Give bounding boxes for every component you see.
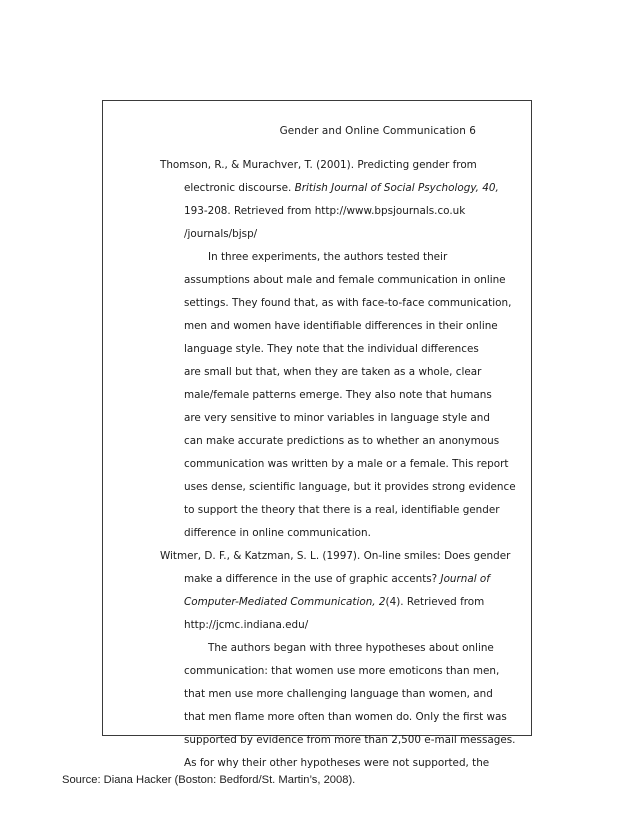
entry1-citation-line4: /journals/bjsp/ — [184, 228, 258, 240]
entry2-citation-text: (4). Retrieved from — [385, 596, 485, 608]
entry1-annotation-line: assumptions about male and female communication in online — [184, 274, 506, 286]
entry2-journal-title-cont: Computer-Mediated Communication, 2 — [184, 596, 386, 608]
entry1-annotation-line: are small but that, when they are taken as a whole, clear — [184, 366, 482, 378]
entry1-journal-title: British Journal of Social Psychology, 40, — [294, 182, 499, 194]
entry1-citation-line1: Thomson, R., & Murachver, T. (2001). Predicting gender from — [160, 159, 477, 171]
entry2-annotation-line: that men flame more often than women do. Only the first was — [184, 711, 507, 723]
document-page — [102, 100, 532, 769]
entry2-annotation-line: communication: that women use more emoticons than men, — [184, 665, 500, 677]
source-caption: Source: Diana Hacker (Boston: Bedford/St. Martin’s, 2008). — [62, 774, 356, 786]
entry1-citation-line2 — [103, 181, 499, 195]
entry1-annotation-line: In three experiments, the authors tested their — [208, 251, 448, 263]
running-head: Gender and Online Communication 6 — [279, 125, 476, 137]
entry1-citation-line3: 193-208. Retrieved from http://www.bpsjournals.co.uk — [184, 205, 466, 217]
entry1-annotation-line: difference in online communication. — [184, 527, 371, 539]
entry1-annotation-line: settings. They found that, as with face-to-face communication, — [184, 297, 512, 309]
entry1-annotation-line: language style. They note that the individual differences — [184, 343, 479, 355]
entry2-annotation-line: The authors began with three hypotheses about online — [208, 642, 494, 654]
entry2-annotation-line: supported by evidence from more than 2,500 e-mail messages. — [184, 734, 516, 746]
entry2-citation-line3 — [103, 595, 484, 609]
entry2-journal-title: Journal of — [440, 573, 490, 585]
entry2-citation-line2 — [103, 572, 490, 586]
entry1-annotation-line: male/female patterns emerge. They also note that humans — [184, 389, 492, 401]
entry1-annotation-line: communication was written by a male or a female. This report — [184, 458, 509, 470]
entry1-annotation-line: are very sensitive to minor variables in language style and — [184, 412, 490, 424]
entry1-citation-text: electronic discourse. — [184, 182, 295, 194]
entry2-annotation-line: that men use more challenging language than women, and — [184, 688, 493, 700]
entry2-annotation-line: As for why their other hypotheses were not supported, the — [184, 757, 490, 769]
entry2-citation-line4: http://jcmc.indiana.edu/ — [184, 619, 309, 631]
entry1-annotation-line: to support the theory that there is a real, identifiable gender — [184, 504, 500, 516]
entry1-annotation-line: men and women have identifiable differences in their online — [184, 320, 498, 332]
entry1-annotation-line: can make accurate predictions as to whether an anonymous — [184, 435, 500, 447]
entry2-citation-line1: Witmer, D. F., & Katzman, S. L. (1997). On-line smiles: Does gender — [160, 550, 511, 562]
entry2-citation-text: make a difference in the use of graphic accents? — [184, 573, 441, 585]
entry1-annotation-line: uses dense, scientific language, but it provides strong evidence — [184, 481, 516, 493]
